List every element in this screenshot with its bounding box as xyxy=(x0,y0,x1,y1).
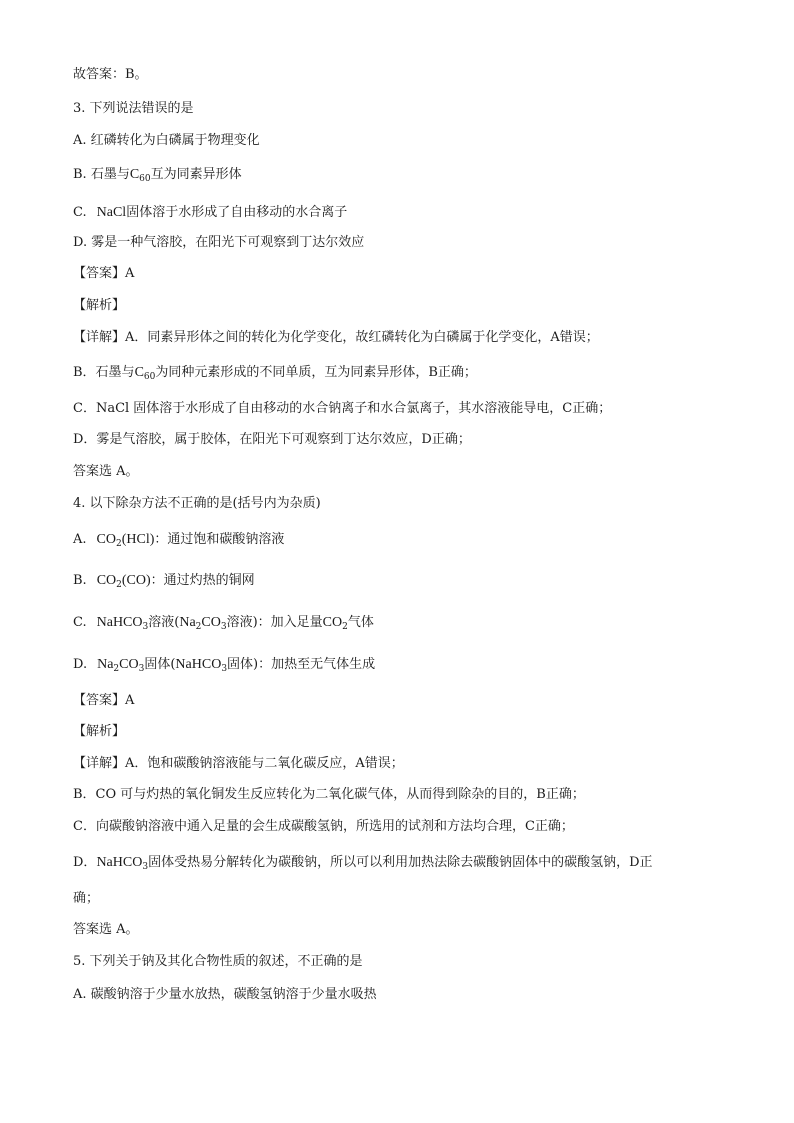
q3-conclusion: 答案选 A。 xyxy=(73,464,139,479)
q3-option-c-label: C. xyxy=(73,205,87,220)
q3-detail-b xyxy=(73,364,477,382)
q3-option-b-post: 互为同素异形体 xyxy=(150,167,242,182)
q4-option-b-label: B. xyxy=(73,573,87,588)
q4-detail-a: 【详解】A．饱和碳酸钠溶液能与二氧化碳反应，A错误； xyxy=(73,756,404,771)
q3-detail-b-sub: 60 xyxy=(143,372,156,382)
q4-option-c-f1: NaHCO xyxy=(96,615,143,630)
q5-stem: 5. 下列关于钠及其化合物性质的叙述，不正确的是 xyxy=(73,954,363,969)
q4-option-c-label: C. xyxy=(73,615,87,630)
q3-option-c-formula: NaCl xyxy=(96,205,127,220)
q4-detail-d-text: 固体受热易分解转化为碳酸钠，所以可以利用加热法除去碳酸钠固体中的碳酸氢钠，D正 xyxy=(148,855,653,870)
q3-detail-b-post: 为同种元素形成的不同单质，互为同素异形体，B正确； xyxy=(155,365,477,380)
q4-option-c xyxy=(73,614,374,632)
q3-answer: 【答案】A xyxy=(73,266,135,281)
q4-detail-d-formula: NaHCO xyxy=(96,855,143,870)
q4-option-d-f3: NaHCO xyxy=(175,657,222,672)
q3-detail-c: C．NaCl 固体溶于水形成了自由移动的水合钠离子和水合氯离子，其水溶液能导电，C正确； xyxy=(73,401,612,416)
q4-option-d-label: D. xyxy=(73,657,88,672)
q4-option-c-s3: 3 xyxy=(220,622,227,632)
q4-option-d xyxy=(73,656,375,674)
q4-option-b-formula: CO xyxy=(96,573,117,588)
q4-stem: 4. 以下除杂方法不正确的是(括号内为杂质) xyxy=(73,496,321,511)
q3-stem: 3. 下列说法错误的是 xyxy=(73,101,194,116)
q4-option-c-f4: CO xyxy=(322,615,343,630)
q4-detail-d-label: D． xyxy=(73,855,97,870)
q4-option-c-f3: CO xyxy=(201,615,221,630)
q4-option-d-f1: Na xyxy=(97,657,114,672)
q4-option-d-t2: 固体)：加热至无气体生成 xyxy=(227,657,376,672)
q4-option-b-impurity: (CO) xyxy=(121,573,151,588)
q4-option-c-s4: 2 xyxy=(342,622,348,632)
q3-analysis-heading: 【解析】 xyxy=(73,298,126,313)
q2-answer-tail: 故答案：B。 xyxy=(73,67,148,82)
q4-detail-d xyxy=(73,854,653,872)
q3-detail-a: 【详解】A．同素异形体之间的转化为化学变化，故红磷转化为白磷属于化学变化，A错误； xyxy=(73,330,599,345)
q4-option-a-text: ：通过饱和碳酸钠溶液 xyxy=(154,532,285,547)
q4-detail-c: C．向碳酸钠溶液中通入足量的会生成碳酸氢钠，所选用的试剂和方法均合理，C正确； xyxy=(73,819,574,834)
q4-option-b xyxy=(73,572,255,590)
q4-option-b-sub: 2 xyxy=(116,580,122,590)
q3-detail-b-pre: B．石墨与 xyxy=(73,365,135,380)
q3-option-b xyxy=(73,166,242,184)
q4-option-a-formula: CO xyxy=(96,532,116,547)
q4-detail-d-sub: 3 xyxy=(142,862,149,872)
q3-option-c xyxy=(73,204,347,222)
q3-detail-d: D．雾是气溶胶，属于胶体，在阳光下可观察到丁达尔效应，D正确； xyxy=(73,432,471,447)
q4-option-a-label: A. xyxy=(73,532,87,547)
q4-option-c-f2: Na xyxy=(179,615,196,630)
q4-option-d-s3: 3 xyxy=(221,664,228,674)
q4-option-d-s1: 2 xyxy=(113,664,120,674)
q3-option-b-sub: 60 xyxy=(139,174,151,184)
q3-option-d: D. 雾是一种气溶胶，在阳光下可观察到丁达尔效应 xyxy=(73,235,365,250)
q3-option-b-pre: B. 石墨与 xyxy=(73,167,130,182)
q4-option-a-impurity: (HCl) xyxy=(121,532,155,547)
q4-answer: 【答案】A xyxy=(73,693,135,708)
q4-option-a-sub: 2 xyxy=(115,539,122,549)
q4-option-b-text: ：通过灼热的铜网 xyxy=(150,573,255,588)
q3-option-a: A. 红磷转化为白磷属于物理变化 xyxy=(73,133,260,148)
q4-option-c-s1: 3 xyxy=(142,622,149,632)
q4-option-c-t1: 溶液( xyxy=(148,615,180,630)
q4-option-c-s2: 2 xyxy=(195,622,202,632)
q4-detail-d-continued: 确； xyxy=(73,891,100,906)
q4-conclusion: 答案选 A。 xyxy=(73,922,139,937)
q5-option-a: A. 碳酸钠溶于少量水放热，碳酸氢钠溶于少量水吸热 xyxy=(73,987,377,1002)
q4-option-d-f2: CO xyxy=(119,657,139,672)
q4-option-c-t3: 气体 xyxy=(347,615,374,630)
q4-option-c-t2: 溶液)：加入足量 xyxy=(226,615,323,630)
q4-option-d-s2: 3 xyxy=(138,664,145,674)
q3-option-c-text: 固体溶于水形成了自由移动的水合离子 xyxy=(126,205,348,220)
q3-detail-b-c: C xyxy=(134,365,144,380)
q4-detail-b: B．CO 可与灼热的氧化铜发生反应转化为二氧化碳气体，从而得到除杂的目的，B正确； xyxy=(73,787,585,802)
q3-option-b-c: C xyxy=(129,167,140,182)
q4-analysis-heading: 【解析】 xyxy=(73,724,126,739)
q4-option-d-t1: 固体( xyxy=(144,657,176,672)
q4-option-a xyxy=(73,531,284,549)
